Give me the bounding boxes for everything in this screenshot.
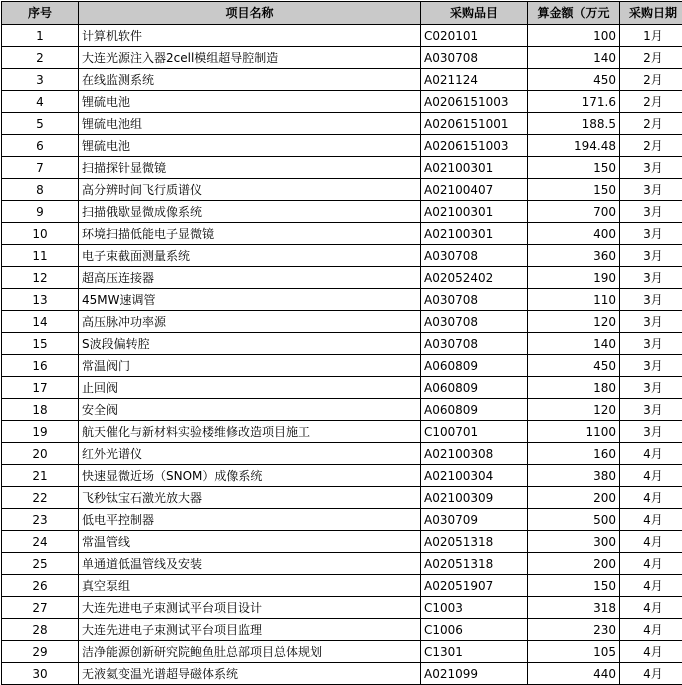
table-row <box>2 267 682 289</box>
cell-serial-number: 25 <box>2 553 79 575</box>
cell-procurement-date: 2月 <box>620 91 682 113</box>
table-row <box>2 113 682 135</box>
cell-procurement-category: A060809 <box>421 377 528 399</box>
cell-budget-amount: 300 <box>528 531 620 553</box>
cell-procurement-date: 3月 <box>620 267 682 289</box>
cell-serial-number: 12 <box>2 267 79 289</box>
cell-procurement-date: 4月 <box>620 509 682 531</box>
cell-project-name: 45MW速调管 <box>79 289 421 311</box>
cell-budget-amount: 180 <box>528 377 620 399</box>
cell-procurement-category: A02052402 <box>421 267 528 289</box>
table-row <box>2 597 682 619</box>
cell-budget-amount: 188.5 <box>528 113 620 135</box>
cell-procurement-category: C100701 <box>421 421 528 443</box>
cell-serial-number: 7 <box>2 157 79 179</box>
cell-serial-number: 9 <box>2 201 79 223</box>
cell-procurement-date: 3月 <box>620 355 682 377</box>
cell-budget-amount: 110 <box>528 289 620 311</box>
cell-budget-amount: 120 <box>528 311 620 333</box>
cell-procurement-category: A02100407 <box>421 179 528 201</box>
cell-project-name: 低电平控制器 <box>79 509 421 531</box>
cell-project-name: 环境扫描低能电子显微镜 <box>79 223 421 245</box>
table-row <box>2 47 682 69</box>
table-row <box>2 245 682 267</box>
table-row <box>2 311 682 333</box>
table-row <box>2 641 682 663</box>
cell-procurement-date: 4月 <box>620 663 682 685</box>
header-procurement-date: 采购日期 <box>620 2 682 25</box>
table-row <box>2 553 682 575</box>
cell-project-name: S波段偏转腔 <box>79 333 421 355</box>
cell-serial-number: 29 <box>2 641 79 663</box>
cell-project-name: 大连先进电子束测试平台项目监理 <box>79 619 421 641</box>
table-row <box>2 575 682 597</box>
cell-serial-number: 15 <box>2 333 79 355</box>
cell-project-name: 锂硫电池组 <box>79 113 421 135</box>
cell-procurement-category: A0206151003 <box>421 91 528 113</box>
cell-budget-amount: 140 <box>528 333 620 355</box>
cell-project-name: 扫描俄歇显微成像系统 <box>79 201 421 223</box>
cell-procurement-category: A02100301 <box>421 223 528 245</box>
table-row <box>2 69 682 91</box>
cell-project-name: 电子束截面测量系统 <box>79 245 421 267</box>
table-body <box>2 25 682 685</box>
cell-procurement-date: 1月 <box>620 25 682 47</box>
cell-project-name: 常温阀门 <box>79 355 421 377</box>
header-budget-amount: 算金额（万元 <box>528 2 620 25</box>
cell-serial-number: 21 <box>2 465 79 487</box>
cell-project-name: 在线监测系统 <box>79 69 421 91</box>
cell-serial-number: 17 <box>2 377 79 399</box>
cell-procurement-category: A030708 <box>421 47 528 69</box>
cell-procurement-date: 3月 <box>620 421 682 443</box>
table-row <box>2 509 682 531</box>
table-row <box>2 157 682 179</box>
cell-serial-number: 30 <box>2 663 79 685</box>
cell-project-name: 快速显微近场（SNOM）成像系统 <box>79 465 421 487</box>
header-serial-number: 序号 <box>2 2 79 25</box>
cell-procurement-date: 3月 <box>620 157 682 179</box>
cell-budget-amount: 318 <box>528 597 620 619</box>
cell-serial-number: 14 <box>2 311 79 333</box>
cell-procurement-date: 4月 <box>620 443 682 465</box>
cell-budget-amount: 230 <box>528 619 620 641</box>
cell-procurement-date: 3月 <box>620 201 682 223</box>
cell-procurement-category: A030708 <box>421 311 528 333</box>
cell-procurement-category: A030708 <box>421 333 528 355</box>
cell-serial-number: 5 <box>2 113 79 135</box>
cell-project-name: 单通道低温管线及安装 <box>79 553 421 575</box>
cell-project-name: 高压脉冲功率源 <box>79 311 421 333</box>
cell-project-name: 扫描探针显微镜 <box>79 157 421 179</box>
table-row <box>2 531 682 553</box>
cell-project-name: 锂硫电池 <box>79 91 421 113</box>
cell-serial-number: 13 <box>2 289 79 311</box>
cell-procurement-date: 2月 <box>620 47 682 69</box>
cell-procurement-category: A02051318 <box>421 553 528 575</box>
cell-procurement-date: 3月 <box>620 179 682 201</box>
cell-serial-number: 22 <box>2 487 79 509</box>
cell-project-name: 无液氦变温光谱超导磁体系统 <box>79 663 421 685</box>
cell-project-name: 红外光谱仪 <box>79 443 421 465</box>
cell-budget-amount: 105 <box>528 641 620 663</box>
cell-procurement-category: A02100301 <box>421 201 528 223</box>
cell-procurement-date: 4月 <box>620 465 682 487</box>
cell-budget-amount: 100 <box>528 25 620 47</box>
cell-project-name: 大连光源注入器2cell模组超导腔制造 <box>79 47 421 69</box>
table-row <box>2 355 682 377</box>
cell-project-name: 安全阀 <box>79 399 421 421</box>
cell-budget-amount: 380 <box>528 465 620 487</box>
cell-procurement-category: C1003 <box>421 597 528 619</box>
cell-budget-amount: 194.48 <box>528 135 620 157</box>
table-row <box>2 487 682 509</box>
cell-procurement-date: 4月 <box>620 553 682 575</box>
table-row <box>2 443 682 465</box>
cell-procurement-category: A02100301 <box>421 157 528 179</box>
cell-budget-amount: 440 <box>528 663 620 685</box>
cell-budget-amount: 150 <box>528 179 620 201</box>
table-row <box>2 333 682 355</box>
cell-serial-number: 2 <box>2 47 79 69</box>
cell-budget-amount: 1100 <box>528 421 620 443</box>
cell-budget-amount: 150 <box>528 575 620 597</box>
cell-serial-number: 8 <box>2 179 79 201</box>
table-row <box>2 201 682 223</box>
cell-serial-number: 27 <box>2 597 79 619</box>
cell-procurement-category: A02051907 <box>421 575 528 597</box>
cell-serial-number: 3 <box>2 69 79 91</box>
cell-procurement-category: A021099 <box>421 663 528 685</box>
procurement-table <box>1 1 682 685</box>
cell-procurement-category: C020101 <box>421 25 528 47</box>
cell-procurement-date: 3月 <box>620 377 682 399</box>
cell-procurement-date: 3月 <box>620 289 682 311</box>
cell-procurement-category: A060809 <box>421 355 528 377</box>
table-row <box>2 135 682 157</box>
cell-procurement-date: 4月 <box>620 641 682 663</box>
table-row <box>2 399 682 421</box>
cell-serial-number: 16 <box>2 355 79 377</box>
cell-procurement-category: C1006 <box>421 619 528 641</box>
table-row <box>2 289 682 311</box>
table-row <box>2 377 682 399</box>
cell-procurement-category: A021124 <box>421 69 528 91</box>
cell-project-name: 止回阀 <box>79 377 421 399</box>
cell-procurement-date: 4月 <box>620 531 682 553</box>
cell-procurement-category: A02100304 <box>421 465 528 487</box>
cell-procurement-category: A02051318 <box>421 531 528 553</box>
table-row <box>2 465 682 487</box>
header-project-name: 项目名称 <box>79 2 421 25</box>
table-row <box>2 619 682 641</box>
cell-budget-amount: 200 <box>528 487 620 509</box>
table-row <box>2 223 682 245</box>
cell-budget-amount: 160 <box>528 443 620 465</box>
cell-procurement-category: A0206151003 <box>421 135 528 157</box>
cell-project-name: 超高压连接器 <box>79 267 421 289</box>
cell-serial-number: 10 <box>2 223 79 245</box>
cell-project-name: 真空泵组 <box>79 575 421 597</box>
cell-budget-amount: 400 <box>528 223 620 245</box>
cell-serial-number: 4 <box>2 91 79 113</box>
cell-procurement-date: 3月 <box>620 333 682 355</box>
cell-budget-amount: 500 <box>528 509 620 531</box>
cell-procurement-date: 4月 <box>620 619 682 641</box>
cell-project-name: 洁净能源创新研究院鲍鱼肚总部项目总体规划 <box>79 641 421 663</box>
table-row <box>2 179 682 201</box>
cell-budget-amount: 120 <box>528 399 620 421</box>
cell-procurement-date: 3月 <box>620 399 682 421</box>
cell-procurement-date: 3月 <box>620 223 682 245</box>
cell-procurement-date: 3月 <box>620 245 682 267</box>
cell-procurement-date: 4月 <box>620 575 682 597</box>
cell-serial-number: 18 <box>2 399 79 421</box>
cell-procurement-category: C1301 <box>421 641 528 663</box>
cell-serial-number: 11 <box>2 245 79 267</box>
header-procurement-category: 采购品目 <box>421 2 528 25</box>
cell-project-name: 大连先进电子束测试平台项目设计 <box>79 597 421 619</box>
cell-budget-amount: 450 <box>528 355 620 377</box>
cell-procurement-date: 3月 <box>620 311 682 333</box>
cell-serial-number: 1 <box>2 25 79 47</box>
cell-budget-amount: 200 <box>528 553 620 575</box>
cell-budget-amount: 700 <box>528 201 620 223</box>
cell-project-name: 航天催化与新材料实验楼维修改造项目施工 <box>79 421 421 443</box>
cell-procurement-category: A030708 <box>421 289 528 311</box>
cell-project-name: 计算机软件 <box>79 25 421 47</box>
cell-procurement-category: A02100309 <box>421 487 528 509</box>
cell-serial-number: 24 <box>2 531 79 553</box>
cell-serial-number: 26 <box>2 575 79 597</box>
cell-project-name: 高分辨时间飞行质谱仪 <box>79 179 421 201</box>
cell-serial-number: 23 <box>2 509 79 531</box>
cell-budget-amount: 150 <box>528 157 620 179</box>
cell-procurement-category: A030708 <box>421 245 528 267</box>
cell-procurement-date: 4月 <box>620 597 682 619</box>
cell-procurement-category: A060809 <box>421 399 528 421</box>
cell-serial-number: 28 <box>2 619 79 641</box>
cell-serial-number: 20 <box>2 443 79 465</box>
cell-procurement-date: 4月 <box>620 487 682 509</box>
cell-procurement-date: 2月 <box>620 135 682 157</box>
cell-procurement-date: 2月 <box>620 113 682 135</box>
table-row <box>2 91 682 113</box>
cell-budget-amount: 450 <box>528 69 620 91</box>
cell-budget-amount: 190 <box>528 267 620 289</box>
table-row <box>2 663 682 685</box>
cell-project-name: 锂硫电池 <box>79 135 421 157</box>
cell-procurement-category: A0206151001 <box>421 113 528 135</box>
header-row <box>2 2 682 25</box>
cell-budget-amount: 140 <box>528 47 620 69</box>
cell-procurement-category: A02100308 <box>421 443 528 465</box>
cell-project-name: 飞秒钛宝石激光放大器 <box>79 487 421 509</box>
table-row <box>2 25 682 47</box>
cell-project-name: 常温管线 <box>79 531 421 553</box>
cell-procurement-category: A030709 <box>421 509 528 531</box>
cell-serial-number: 6 <box>2 135 79 157</box>
cell-budget-amount: 171.6 <box>528 91 620 113</box>
cell-serial-number: 19 <box>2 421 79 443</box>
table-row <box>2 421 682 443</box>
cell-budget-amount: 360 <box>528 245 620 267</box>
cell-procurement-date: 2月 <box>620 69 682 91</box>
